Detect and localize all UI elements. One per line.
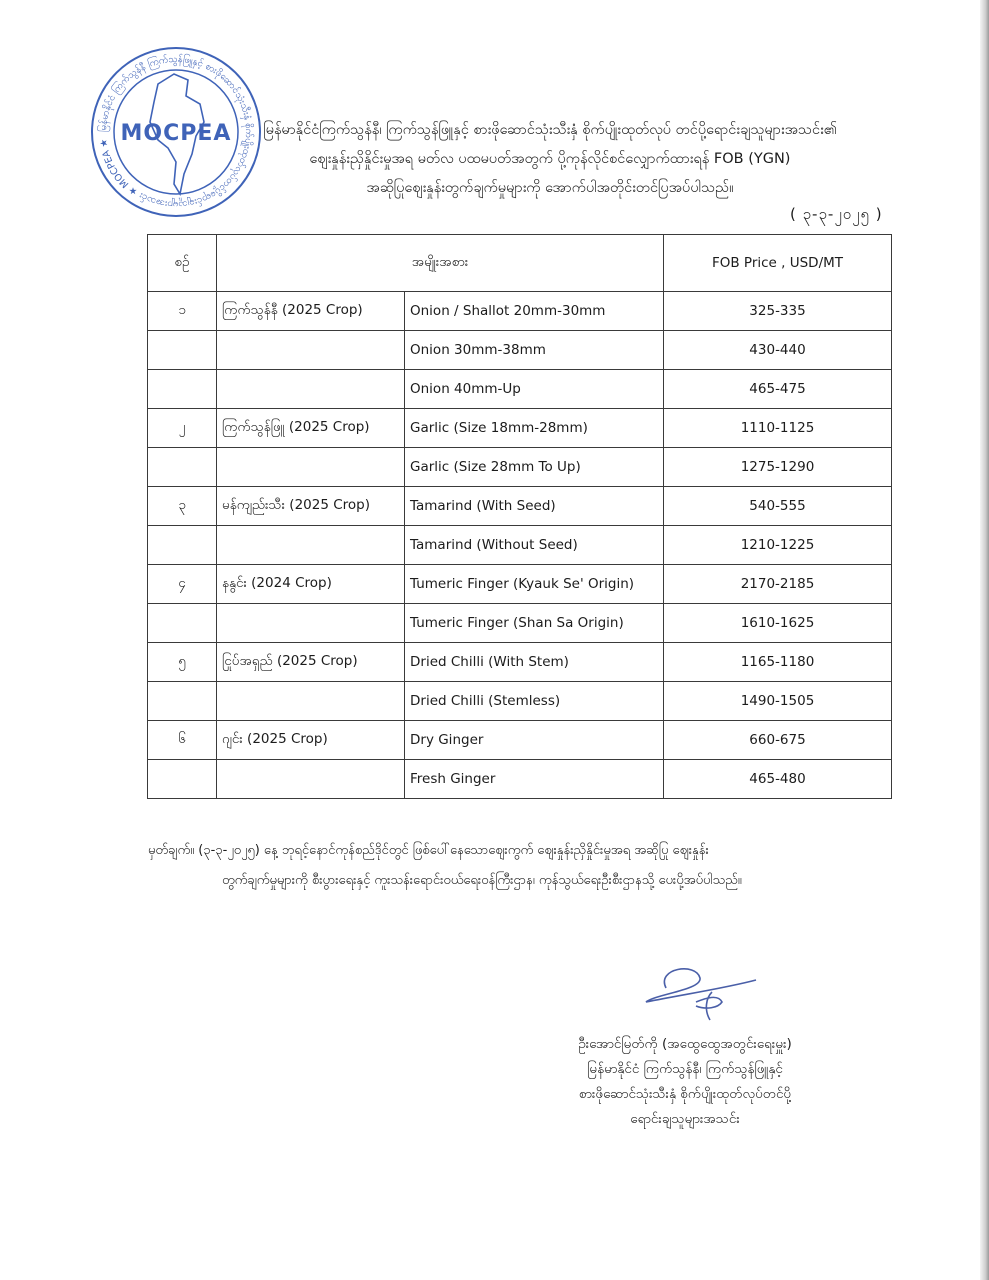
table-row (148, 409, 892, 448)
price-table-body (148, 292, 892, 799)
table-row (148, 487, 892, 526)
page-edge-shadow (980, 0, 989, 1280)
table-row (148, 643, 892, 682)
remark-line-1: မှတ်ချက်။ (၃-၃-၂၀၂၅) နေ့ ဘုရင့်နောင်ကုန်စည်ဒိုင်တွင် ဖြစ်ပေါ်နေသောဈေးကွက် ဈေးနှုန်းညှိနှိုင်းမှုအရ အဆိုပြု ဈေးနှုန်း (148, 843, 709, 858)
row-price: 1275-1290 (664, 448, 892, 487)
row-number: ၂ (148, 409, 217, 448)
header-no: စဉ် (148, 235, 217, 292)
row-price: 465-480 (664, 760, 892, 799)
row-number (148, 604, 217, 643)
row-item: Fresh Ginger (405, 760, 664, 799)
row-item: Dried Chilli (Stemless) (405, 682, 664, 721)
row-price: 1610-1625 (664, 604, 892, 643)
signatory-org-line-1: မြန်မာနိုင်ငံ ကြက်သွန်နီ၊ ကြက်သွန်ဖြူနှင့် (587, 1061, 783, 1077)
row-number (148, 760, 217, 799)
price-table (147, 234, 892, 799)
row-category (217, 604, 405, 643)
row-item: Tamarind (Without Seed) (405, 526, 664, 565)
row-category: ဂျင်း (2025 Crop) (217, 721, 405, 760)
row-number (148, 526, 217, 565)
row-number (148, 370, 217, 409)
row-price: 540-555 (664, 487, 892, 526)
row-item: Onion 30mm-38mm (405, 331, 664, 370)
seal-ring-text: မြန်မာနိုင်ငံ ကြက်သွန်နီ ကြက်သွန်ဖြူနှင့် စားဖိုဆောင်သုံးသီးနှံ စိုက်ပျိုးထုတ်လုပ်တင်ပို့ရောင်းချသူများအသင်း ★ MOCPEA ★ (97, 53, 255, 211)
row-category: ကြက်သွန်ဖြူ (2025 Crop) (217, 409, 405, 448)
row-item: Dried Chilli (With Stem) (405, 643, 664, 682)
header-line-1: မြန်မာနိုင်ငံကြက်သွန်နီ၊ ကြက်သွန်ဖြူနှင့် စားဖိုဆောင်သုံးသီးနှံ စိုက်ပျိုးထုတ်လုပ် တင်ပို့ရောင်းချသူများအသင်း၏ (263, 122, 837, 138)
row-price: 465-475 (664, 370, 892, 409)
row-category: ကြက်သွန်နီ (2025 Crop) (217, 292, 405, 331)
table-row (148, 760, 892, 799)
table-row (148, 565, 892, 604)
row-price: 660-675 (664, 721, 892, 760)
table-header-row (148, 235, 892, 292)
row-price: 2170-2185 (664, 565, 892, 604)
row-item: Onion / Shallot 20mm-30mm (405, 292, 664, 331)
row-item: Tumeric Finger (Shan Sa Origin) (405, 604, 664, 643)
header-line-3: အဆိုပြုဈေးနှုန်းတွက်ချက်မှုများကို အောက်ပါအတိုင်းတင်ပြအပ်ပါသည်။ (366, 180, 734, 196)
row-category (217, 448, 405, 487)
row-number: ၆ (148, 721, 217, 760)
row-price: 1210-1225 (664, 526, 892, 565)
signatory-org-line-3: ရောင်းချသူများအသင်း (630, 1111, 740, 1127)
row-item: Onion 40mm-Up (405, 370, 664, 409)
row-item: Garlic (Size 18mm-28mm) (405, 409, 664, 448)
table-row (148, 682, 892, 721)
remark-line-2: တွက်ချက်မှုများကို စီးပွားရေးနှင့် ကူးသန်းရောင်းဝယ်ရေးဝန်ကြီးဌာန၊ ကုန်သွယ်ရေးဦးစီးဌာနသို့ ပေးပို့အပ်ပါသည်။ (222, 873, 742, 888)
row-number (148, 448, 217, 487)
table-row (148, 331, 892, 370)
signatory-org-line-2: စားဖိုဆောင်သုံးသီးနှံ စိုက်ပျိုးထုတ်လုပ်တင်ပို့ (578, 1086, 792, 1102)
row-price: 1165-1180 (664, 643, 892, 682)
remark-note (148, 836, 868, 896)
table-row (148, 604, 892, 643)
row-price: 1110-1125 (664, 409, 892, 448)
row-number: ၅ (148, 643, 217, 682)
header-item: အမျိုးအစား (217, 235, 664, 292)
header-price: FOB Price , USD/MT (664, 235, 892, 292)
table-row (148, 370, 892, 409)
signature-block (545, 1032, 825, 1132)
row-number: ၁ (148, 292, 217, 331)
row-category: နနွင်း (2024 Crop) (217, 565, 405, 604)
table-row (148, 526, 892, 565)
row-number: ၃ (148, 487, 217, 526)
table-row (148, 292, 892, 331)
row-item: Dry Ginger (405, 721, 664, 760)
seal-logo-text: MOCPEA (120, 121, 232, 146)
row-item: Tamarind (With Seed) (405, 487, 664, 526)
row-category: မန်ကျည်းသီး (2025 Crop) (217, 487, 405, 526)
row-price: 1490-1505 (664, 682, 892, 721)
row-category (217, 331, 405, 370)
row-number: ၄ (148, 565, 217, 604)
row-category (217, 526, 405, 565)
row-category (217, 370, 405, 409)
row-price: 430-440 (664, 331, 892, 370)
table-row (148, 448, 892, 487)
row-price: 325-335 (664, 292, 892, 331)
row-item: Tumeric Finger (Kyauk Se' Origin) (405, 565, 664, 604)
document-date: ( ၃-၃-၂၀၂၅ ) (790, 205, 883, 223)
mocpea-seal-logo (88, 44, 264, 220)
table-row (148, 721, 892, 760)
row-number (148, 331, 217, 370)
row-number (148, 682, 217, 721)
row-category (217, 760, 405, 799)
row-item: Garlic (Size 28mm To Up) (405, 448, 664, 487)
row-category (217, 682, 405, 721)
document-header (250, 116, 850, 203)
header-line-2: ဈေးနှုန်းညှိနှိုင်းမှုအရ မတ်လ ပထမပတ်အတွက် ပို့ကုန်လိုင်စင်လျှောက်ထားရန် FOB (YGN) (309, 151, 791, 167)
signatory-name: ဦးအောင်မြတ်ကို (အထွေထွေအတွင်းရေးမှူး) (578, 1036, 792, 1052)
row-category: ငြုပ်အရှည် (2025 Crop) (217, 643, 405, 682)
